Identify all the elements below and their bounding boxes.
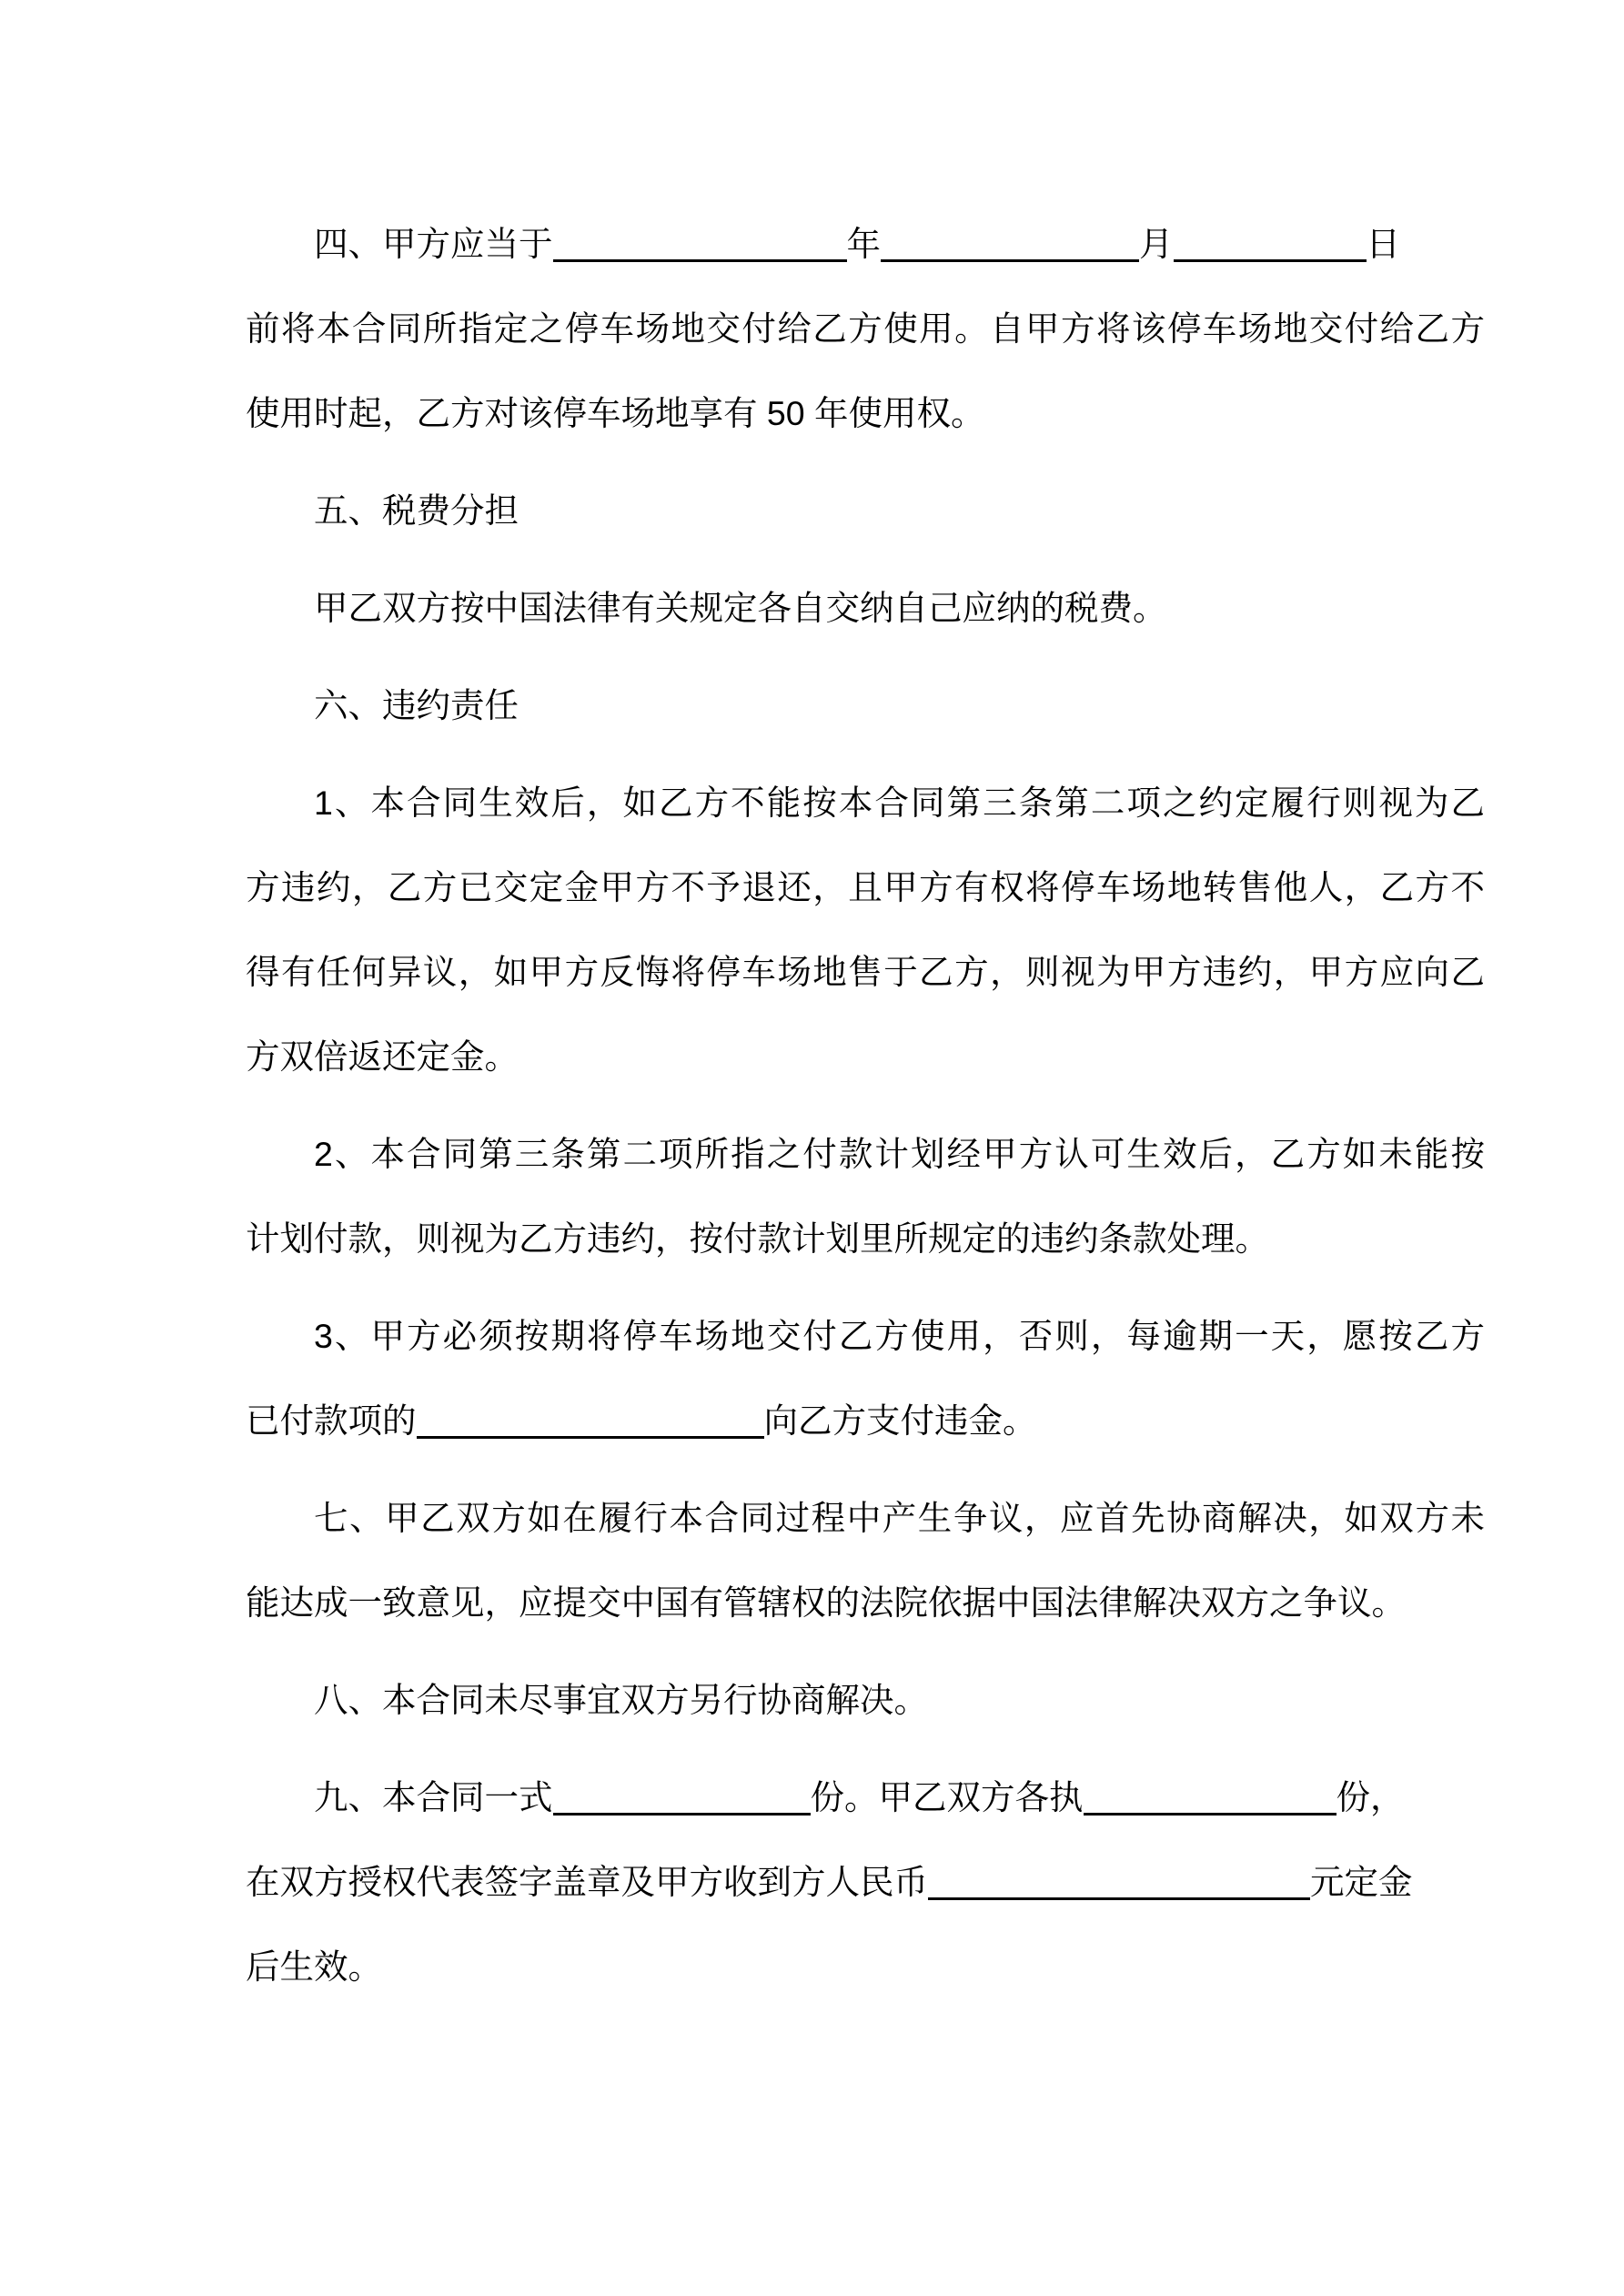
contract-line-7	[246, 761, 1485, 845]
text-run: 方违约，乙方已交定金甲方不予退还，且甲方有权将停车场地转售他人，乙方不	[246, 868, 1485, 906]
text-run: 四、甲方应当于	[314, 225, 553, 263]
contract-text-block	[246, 202, 1485, 2009]
text-run: 使用时起，乙方对该停车场地享有 50 年使用权。	[246, 394, 985, 432]
contract-line-15	[246, 1476, 1485, 1561]
text-run: 年	[846, 225, 881, 263]
fill-in-blank-underline	[928, 1885, 1310, 1900]
text-run: 甲乙双方按中国法律有关规定各自交纳自己应纳的税费。	[314, 589, 1167, 627]
text-run: 九、本合同一式	[314, 1778, 553, 1816]
fill-in-blank-underline	[1174, 247, 1367, 262]
text-run: 已付款项的	[246, 1401, 417, 1440]
contract-line-13	[246, 1294, 1485, 1379]
contract-line-11	[246, 1112, 1485, 1197]
contract-line-4	[246, 469, 1485, 553]
contract-line-10	[246, 1015, 1485, 1099]
contract-line-18	[246, 1755, 1485, 1840]
text-run: 前将本合同所指定之停车场地交付给乙方使用。自甲方将该停车场地交付给乙方	[246, 309, 1485, 348]
text-run: 在双方授权代表签字盖章及甲方收到方人民币	[246, 1863, 928, 1901]
text-run: 份。甲乙双方各执	[810, 1778, 1084, 1816]
text-run: 七、甲乙双方如在履行本合同过程中产生争议，应首先协商解决，如双方未	[314, 1499, 1485, 1537]
contract-line-14	[246, 1379, 1485, 1463]
text-run: 1、本合同生效后，如乙方不能按本合同第三条第二项之约定履行则视为乙	[314, 784, 1485, 822]
text-run: 3、甲方必须按期将停车场地交付乙方使用，否则，每逾期一天，愿按乙方	[314, 1317, 1485, 1355]
contract-line-1	[246, 202, 1485, 287]
text-run: 向乙方支付违金。	[763, 1401, 1037, 1440]
text-run: 八、本合同未尽事宜双方另行协商解决。	[314, 1681, 928, 1719]
fill-in-blank-underline	[1084, 1800, 1337, 1816]
contract-line-19	[246, 1840, 1485, 1925]
text-run: 方双倍返还定金。	[246, 1037, 519, 1076]
fill-in-blank-underline	[553, 1800, 811, 1816]
contract-line-8	[246, 845, 1485, 930]
text-run: 六、违约责任	[314, 686, 519, 724]
contract-line-5	[246, 566, 1485, 651]
contract-line-6	[246, 663, 1485, 748]
fill-in-blank-underline	[417, 1423, 764, 1439]
text-run: 日	[1366, 225, 1400, 263]
text-run: 月	[1139, 225, 1174, 263]
contract-line-16	[246, 1561, 1485, 1645]
text-run: 份，	[1336, 1778, 1405, 1816]
contract-line-2	[246, 287, 1485, 371]
text-run: 元定金	[1310, 1863, 1413, 1901]
contract-line-9	[246, 930, 1485, 1015]
text-run: 五、税费分担	[314, 491, 519, 530]
text-run: 2、本合同第三条第二项所指之付款计划经甲方认可生效后，乙方如未能按	[314, 1135, 1485, 1173]
fill-in-blank-underline	[553, 247, 847, 262]
text-run: 得有任何异议，如甲方反悔将停车场地售于乙方，则视为甲方违约，甲方应向乙	[246, 953, 1485, 991]
fill-in-blank-underline	[881, 247, 1139, 262]
contract-line-12	[246, 1197, 1485, 1281]
text-run: 计划付款，则视为乙方违约，按付款计划里所规定的违约条款处理。	[246, 1219, 1269, 1258]
contract-line-3	[246, 371, 1485, 456]
contract-line-17	[246, 1658, 1485, 1743]
text-run: 后生效。	[246, 1947, 382, 1986]
text-run: 能达成一致意见，应提交中国有管辖权的法院依据中国法律解决双方之争议。	[246, 1583, 1406, 1622]
contract-line-20	[246, 1925, 1485, 2009]
